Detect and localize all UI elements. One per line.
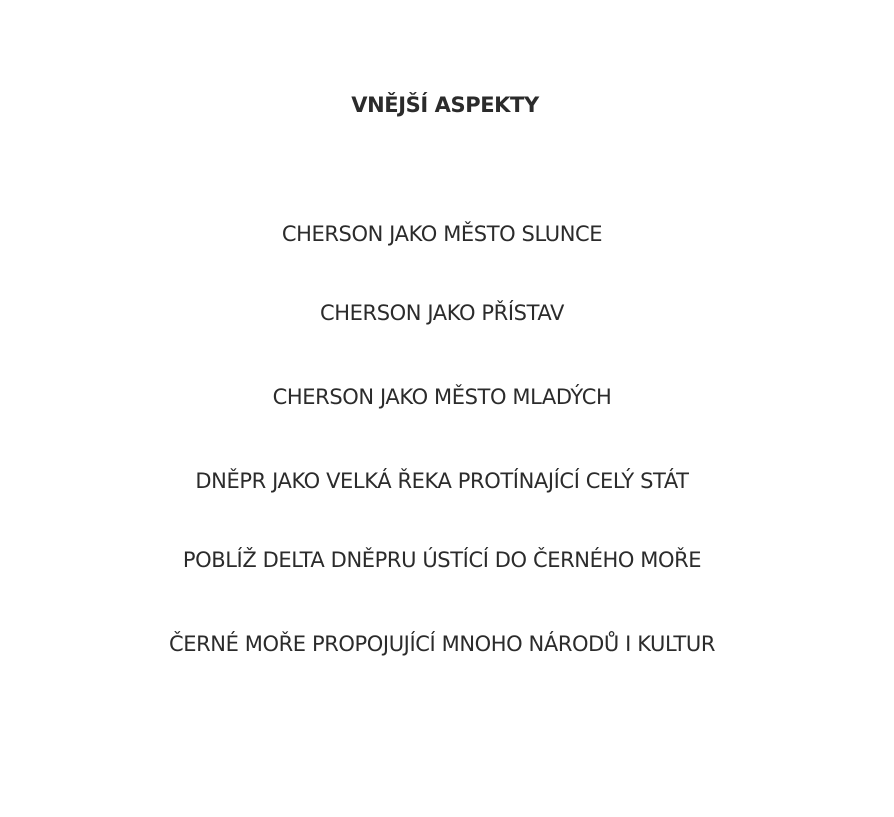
list-item: DNĚPR JAKO VELKÁ ŘEKA PROTÍNAJÍCÍ CELÝ STÁT (195, 469, 689, 493)
list-item: ČERNÉ MOŘE PROPOJUJÍCÍ MNOHO NÁRODŮ I KULTUR (168, 632, 716, 656)
list-item: CHERSON JAKO MĚSTO MLADÝCH (272, 385, 612, 409)
list-item: POBLÍŽ DELTA DNĚPRU ÚSTÍCÍ DO ČERNÉHO MOŘE (182, 548, 702, 572)
list-item: CHERSON JAKO PŘÍSTAV (320, 301, 564, 325)
page-title: VNĚJŠÍ ASPEKTY (351, 93, 539, 117)
list-item: CHERSON JAKO MĚSTO SLUNCE (281, 222, 603, 246)
